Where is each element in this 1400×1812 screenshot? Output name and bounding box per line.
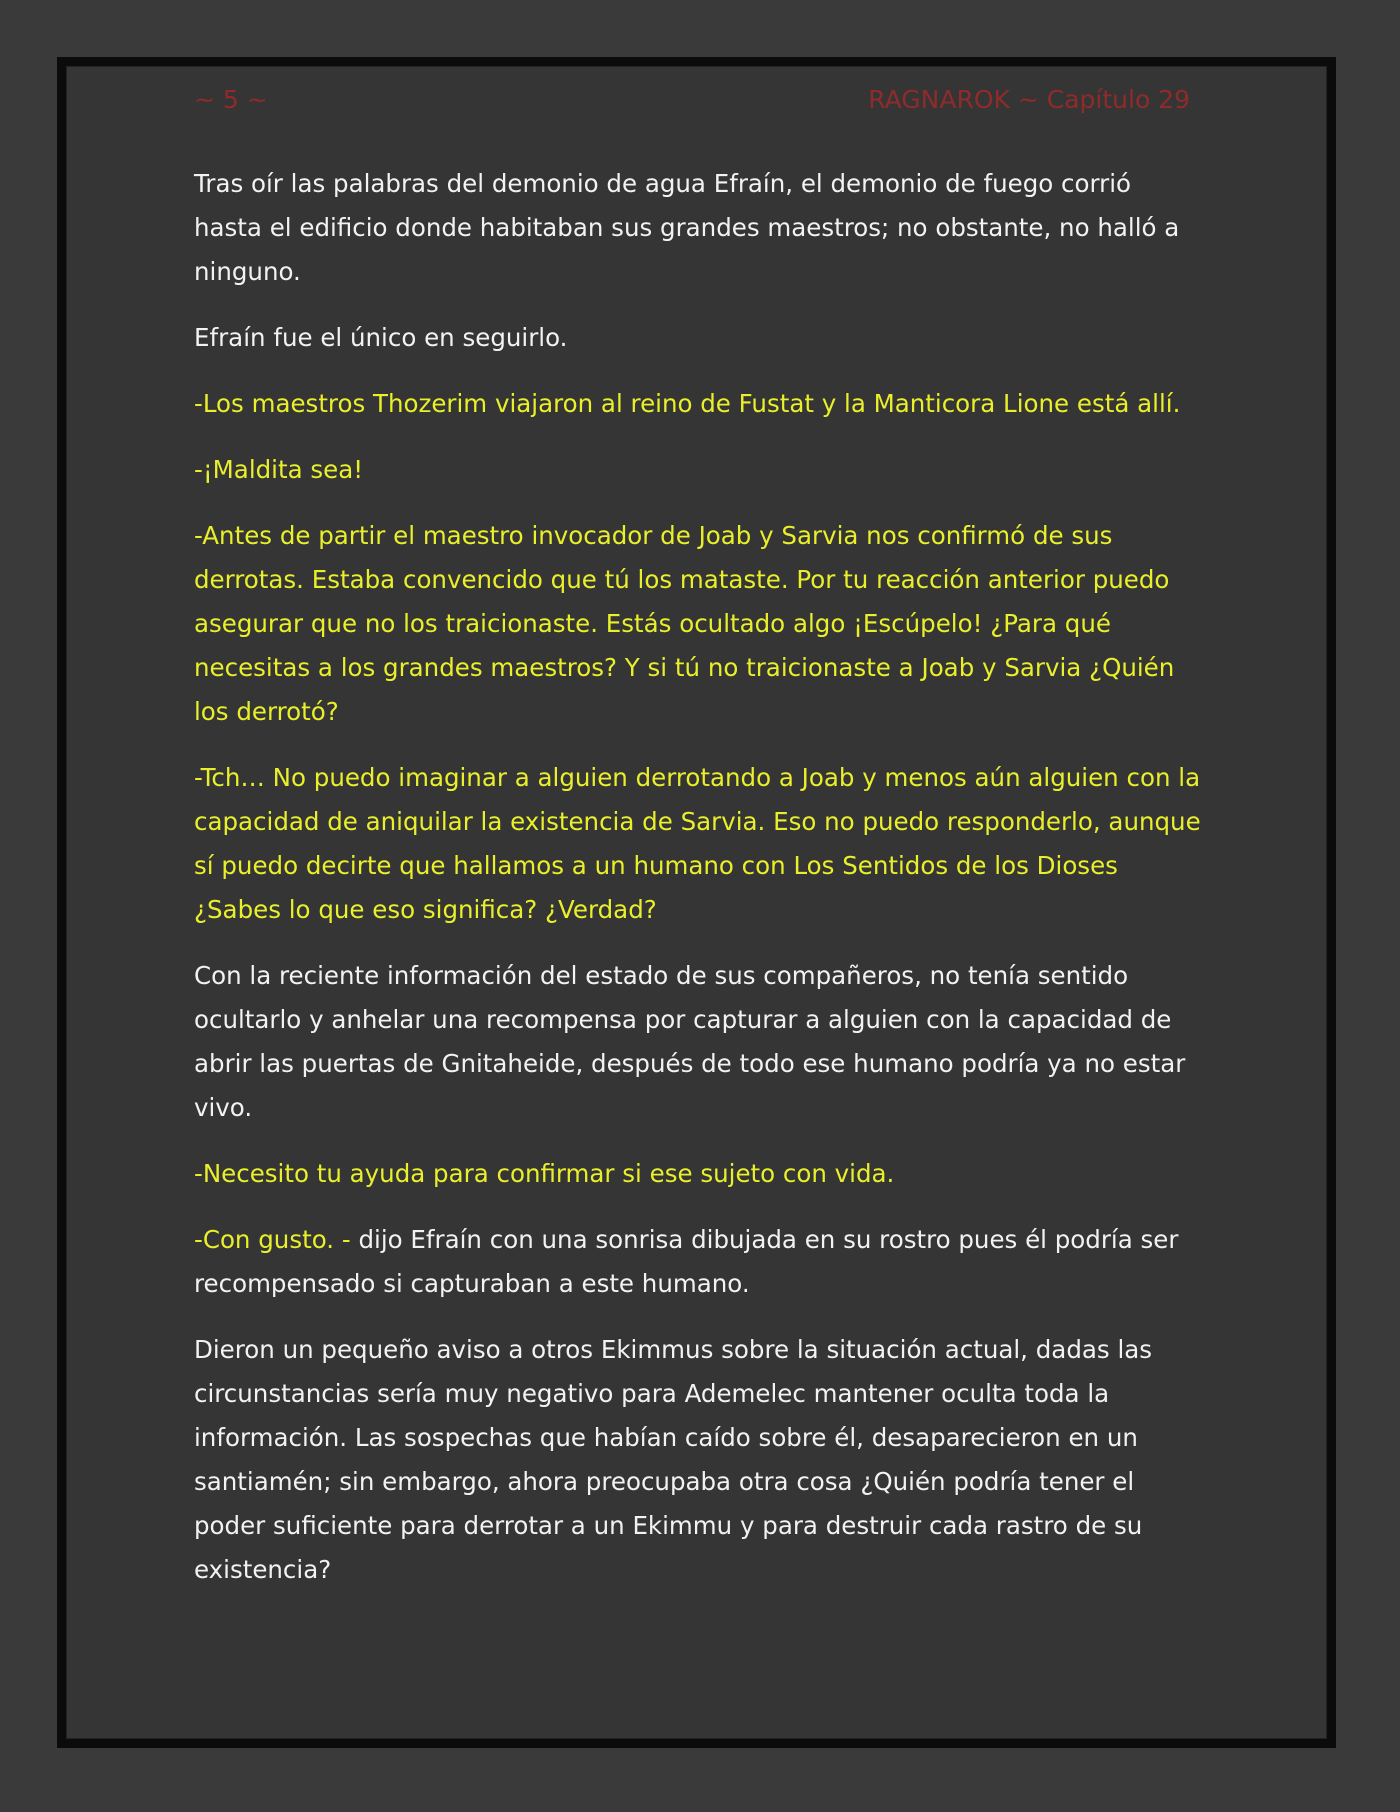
running-title: RAGNAROK ~ Capítulo 29 — [868, 85, 1190, 114]
page-content — [194, 162, 1204, 1614]
paragraph-dialog: -Antes de partir el maestro invocador de Joab y Sarvia nos confirmó de sus derrotas. Estaba convencido que tú los mataste. Por tu reacción anterior puedo asegurar que no los traicionaste. Estás ocultado algo ¡Escúpelo! ¿Para qué necesitas a los grandes maestros? Y si tú no traicionaste a Joab y Sarvia ¿Quién los derrotó? — [194, 521, 1175, 726]
paragraph-dialog: -Tch… No puedo imaginar a alguien derrotando a Joab y menos aún alguien con la capacidad de aniquilar la existencia de Sarvia. Eso no puedo responderlo, aunque sí puedo decirte que hallamos a un humano con Los Sentidos de los Dioses ¿Sabes lo que eso significa? ¿Verdad? — [194, 763, 1201, 924]
page-header — [194, 85, 1190, 119]
page-number: ~ 5 ~ — [194, 85, 268, 114]
paragraph-narration: Con la reciente información del estado de sus compañeros, no tenía sentido ocultarlo y anhelar una recompensa por capturar a alguien con la capacidad de abrir las puertas de Gnitaheide, después de todo ese humano podría ya no estar vivo. — [194, 961, 1186, 1122]
narration-fragment: dijo Efraín con una sonrisa dibujada en su rostro pues él podría ser recompensado si capturaban a este humano. — [194, 1225, 1179, 1298]
dialog-fragment: -Con gusto. - — [194, 1225, 351, 1254]
paragraph-dialog: -¡Maldita sea! — [194, 455, 364, 484]
paragraph-mixed — [194, 1218, 1204, 1306]
paragraph-narration: Efraín fue el único en seguirlo. — [194, 323, 568, 352]
paragraph-dialog: -Los maestros Thozerim viajaron al reino de Fustat y la Manticora Lione está allí. — [194, 389, 1181, 418]
paragraph-dialog: -Necesito tu ayuda para confirmar si ese sujeto con vida. — [194, 1159, 895, 1188]
paragraph-narration: Tras oír las palabras del demonio de agua Efraín, el demonio de fuego corrió hasta el edificio donde habitaban sus grandes maestros; no obstante, no halló a ninguno. — [194, 169, 1180, 286]
paragraph-narration: Dieron un pequeño aviso a otros Ekimmus sobre la situación actual, dadas las circunstancias sería muy negativo para Ademelec mantener oculta toda la información. Las sospechas que habían caído sobre él, desaparecieron en un santiamén; sin embargo, ahora preocupaba otra cosa ¿Quién podría tener el poder suficiente para derrotar a un Ekimmu y para destruir cada rastro de su existencia? — [194, 1335, 1153, 1584]
